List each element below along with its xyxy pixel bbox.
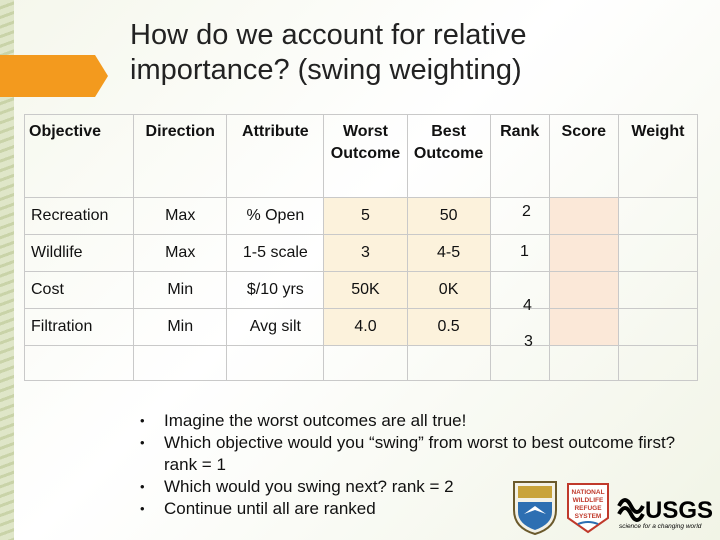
bullet-item: • Imagine the worst outcomes are all true! (140, 410, 700, 432)
cell-weight (618, 198, 697, 235)
cell-best: 4-5 (407, 235, 490, 272)
cell-score (549, 272, 618, 309)
bullet-item: • Continue until all are ranked (140, 498, 700, 520)
cell-rank (490, 309, 549, 346)
title-accent-arrow (0, 55, 108, 97)
table-row (25, 235, 698, 272)
header-weight: Weight (618, 115, 697, 198)
cell-attribute: % Open (227, 198, 324, 235)
bullet-item: • Which would you swing next? rank = 2 (140, 476, 700, 498)
cell-score (549, 198, 618, 235)
bullet-item: • Which objective would you “swing” from worst to best outcome first? rank = 1 (140, 432, 700, 476)
rank-annotation: 1 (520, 243, 529, 260)
cell-empty (490, 346, 549, 381)
svg-text:science for a changing world: science for a changing world (619, 523, 702, 530)
cell-best: 0K (407, 272, 490, 309)
cell-direction: Min (134, 272, 227, 309)
svg-text:REFUGE: REFUGE (574, 505, 602, 512)
table-row (25, 309, 698, 346)
header-direction: Direction (134, 115, 227, 198)
table-row (25, 272, 698, 309)
cell-empty (134, 346, 227, 381)
cell-direction: Max (134, 235, 227, 272)
swing-weight-table (24, 114, 698, 381)
cell-weight (618, 309, 697, 346)
cell-best: 50 (407, 198, 490, 235)
svg-text:WILDLIFE: WILDLIFE (572, 497, 604, 504)
rank-annotation: 4 (523, 297, 532, 314)
svg-text:USGS: USGS (645, 497, 714, 524)
cell-direction: Max (134, 198, 227, 235)
cell-best: 0.5 (407, 309, 490, 346)
cell-rank (490, 272, 549, 309)
header-best-outcome: Best Outcome (407, 115, 490, 198)
nwrs-logo (566, 482, 610, 534)
cell-empty (324, 346, 407, 381)
rank-annotation: 2 (522, 203, 531, 220)
cell-objective: Recreation (25, 198, 134, 235)
cell-empty (25, 346, 134, 381)
header-score: Score (549, 115, 618, 198)
cell-empty (407, 346, 490, 381)
cell-rank (490, 198, 549, 235)
cell-empty (549, 346, 618, 381)
cell-worst: 3 (324, 235, 407, 272)
cell-worst: 5 (324, 198, 407, 235)
table-row (25, 198, 698, 235)
cell-direction: Min (134, 309, 227, 346)
cell-objective: Filtration (25, 309, 134, 346)
cell-objective: Wildlife (25, 235, 134, 272)
instruction-bullets (140, 410, 700, 520)
cell-empty (618, 346, 697, 381)
cell-worst: 50K (324, 272, 407, 309)
header-worst-outcome: Worst Outcome (324, 115, 407, 198)
cell-attribute: Avg silt (227, 309, 324, 346)
usgs-logo (617, 488, 715, 530)
table-row-blank (25, 346, 698, 381)
svg-text:SYSTEM: SYSTEM (574, 513, 602, 520)
header-objective: Objective (25, 115, 134, 198)
cell-empty (227, 346, 324, 381)
cell-score (549, 235, 618, 272)
svg-text:NATIONAL: NATIONAL (571, 489, 605, 496)
fws-logo (510, 480, 560, 536)
rank-annotation: 3 (524, 333, 533, 350)
slide-title: How do we account for relative importance? (swing weighting) (130, 19, 527, 86)
cell-weight (618, 235, 697, 272)
cell-worst: 4.0 (324, 309, 407, 346)
cell-attribute: 1-5 scale (227, 235, 324, 272)
header-rank: Rank (490, 115, 549, 198)
cell-weight (618, 272, 697, 309)
cell-score (549, 309, 618, 346)
header-attribute: Attribute (227, 115, 324, 198)
cell-objective: Cost (25, 272, 134, 309)
table-header-row (25, 115, 698, 198)
cell-attribute: $/10 yrs (227, 272, 324, 309)
